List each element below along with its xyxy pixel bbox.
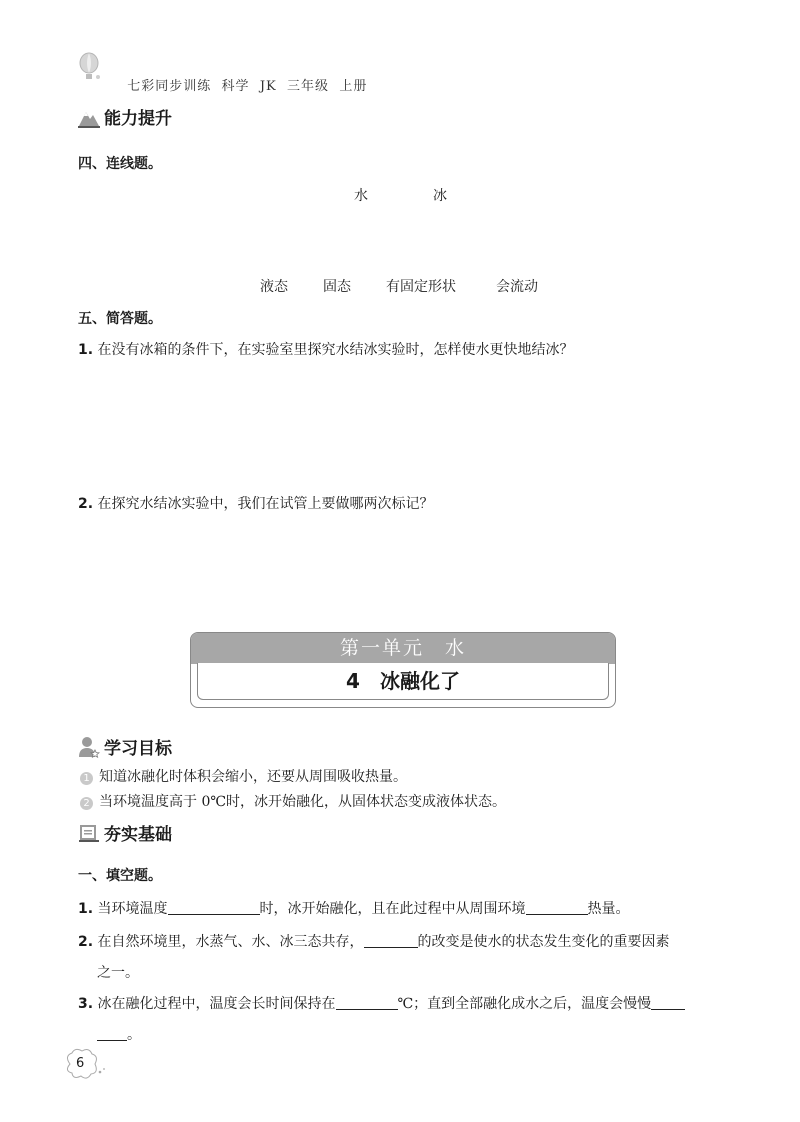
answer-blank[interactable]: [651, 995, 685, 1010]
fill-item-num: 2.: [78, 934, 94, 950]
q1-heading: 一、填空题。: [78, 868, 162, 884]
page-number: 6: [76, 1056, 85, 1071]
fill-text: 在自然环境里，水蒸气、水、冰三态共存，: [97, 934, 364, 950]
header-edition: JK: [259, 79, 277, 94]
goal-number: 2: [80, 797, 93, 810]
match-bottom-item: 液态: [260, 279, 288, 295]
answer-blank[interactable]: [526, 900, 588, 915]
section-ability-heading: [78, 104, 172, 129]
match-bottom-item: 固态: [323, 279, 351, 295]
book-icon: [78, 822, 100, 844]
fill-item: [78, 898, 630, 918]
answer-blank[interactable]: [364, 933, 418, 948]
page-number-badge: [62, 1046, 108, 1082]
q4-heading: 四、连线题。: [78, 156, 162, 172]
header-subject: 科学: [221, 79, 250, 94]
fill-text: ℃；直到全部融化成水之后，温度会慢慢: [397, 996, 652, 1012]
goal-item: [80, 766, 407, 786]
q5-item-text: 在探究水结冰实验中，我们在试管上要做哪两次标记？: [97, 496, 434, 512]
fill-text: 当环境温度: [97, 901, 168, 917]
unit-title: 第一单元 水: [191, 633, 615, 664]
fill-item-continued: [97, 1024, 141, 1044]
q5-item-text: 在没有冰箱的条件下，在实验室里探究水结冰实验时，怎样使水更快地结冰？: [97, 342, 574, 358]
section-basics-title: 夯实基础: [104, 825, 172, 845]
fill-text: 。: [127, 1027, 141, 1043]
answer-blank[interactable]: [168, 900, 260, 915]
fill-item-continued: 之一。: [97, 965, 139, 981]
lesson-title: 4 冰融化了: [197, 663, 609, 700]
q5-item: [78, 339, 574, 359]
q5-item-num: 1.: [78, 342, 94, 358]
answer-blank[interactable]: [336, 995, 398, 1010]
header-volume: 上册: [339, 79, 368, 94]
match-top-item: 冰: [433, 188, 447, 204]
goal-item: [80, 791, 506, 811]
q5-heading: 五、简答题。: [78, 311, 162, 327]
student-icon: [78, 736, 100, 758]
balloon-logo-icon: [78, 52, 102, 82]
fill-text: 时，冰开始融化，且在此过程中从周围环境: [259, 901, 526, 917]
section-goals-heading: [78, 734, 172, 759]
goal-text: 知道冰融化时体积会缩小，还要从周围吸收热量。: [99, 769, 407, 785]
section-basics-heading: [78, 820, 172, 845]
fill-text: 的改变是使水的状态发生变化的重要因素: [417, 934, 670, 950]
match-bottom-item: 会流动: [496, 279, 538, 295]
flower-badge-icon: [62, 1046, 108, 1082]
fill-item-num: 1.: [78, 901, 94, 917]
header-text: [117, 60, 367, 94]
fill-item: [78, 993, 685, 1013]
header-grade: 三年级: [287, 79, 330, 94]
goal-text: 当环境温度高于 0℃时，冰开始融化，从固体状态变成液体状态。: [99, 794, 507, 810]
fill-text: 冰在融化过程中，温度会长时间保持在: [97, 996, 336, 1012]
mountain-icon: [78, 106, 100, 128]
lesson-banner: [190, 632, 616, 708]
q5-item-num: 2.: [78, 496, 94, 512]
answer-blank[interactable]: [97, 1026, 127, 1041]
fill-item-num: 3.: [78, 996, 94, 1012]
fill-item: [78, 931, 670, 951]
fill-text: 热量。: [587, 901, 630, 917]
goal-number: 1: [80, 772, 93, 785]
match-bottom-item: 有固定形状: [386, 279, 456, 295]
section-ability-title: 能力提升: [104, 109, 172, 129]
header-series: 七彩同步训练: [127, 79, 212, 94]
match-top-item: 水: [354, 188, 368, 204]
q5-item: [78, 493, 434, 513]
section-goals-title: 学习目标: [104, 739, 172, 759]
